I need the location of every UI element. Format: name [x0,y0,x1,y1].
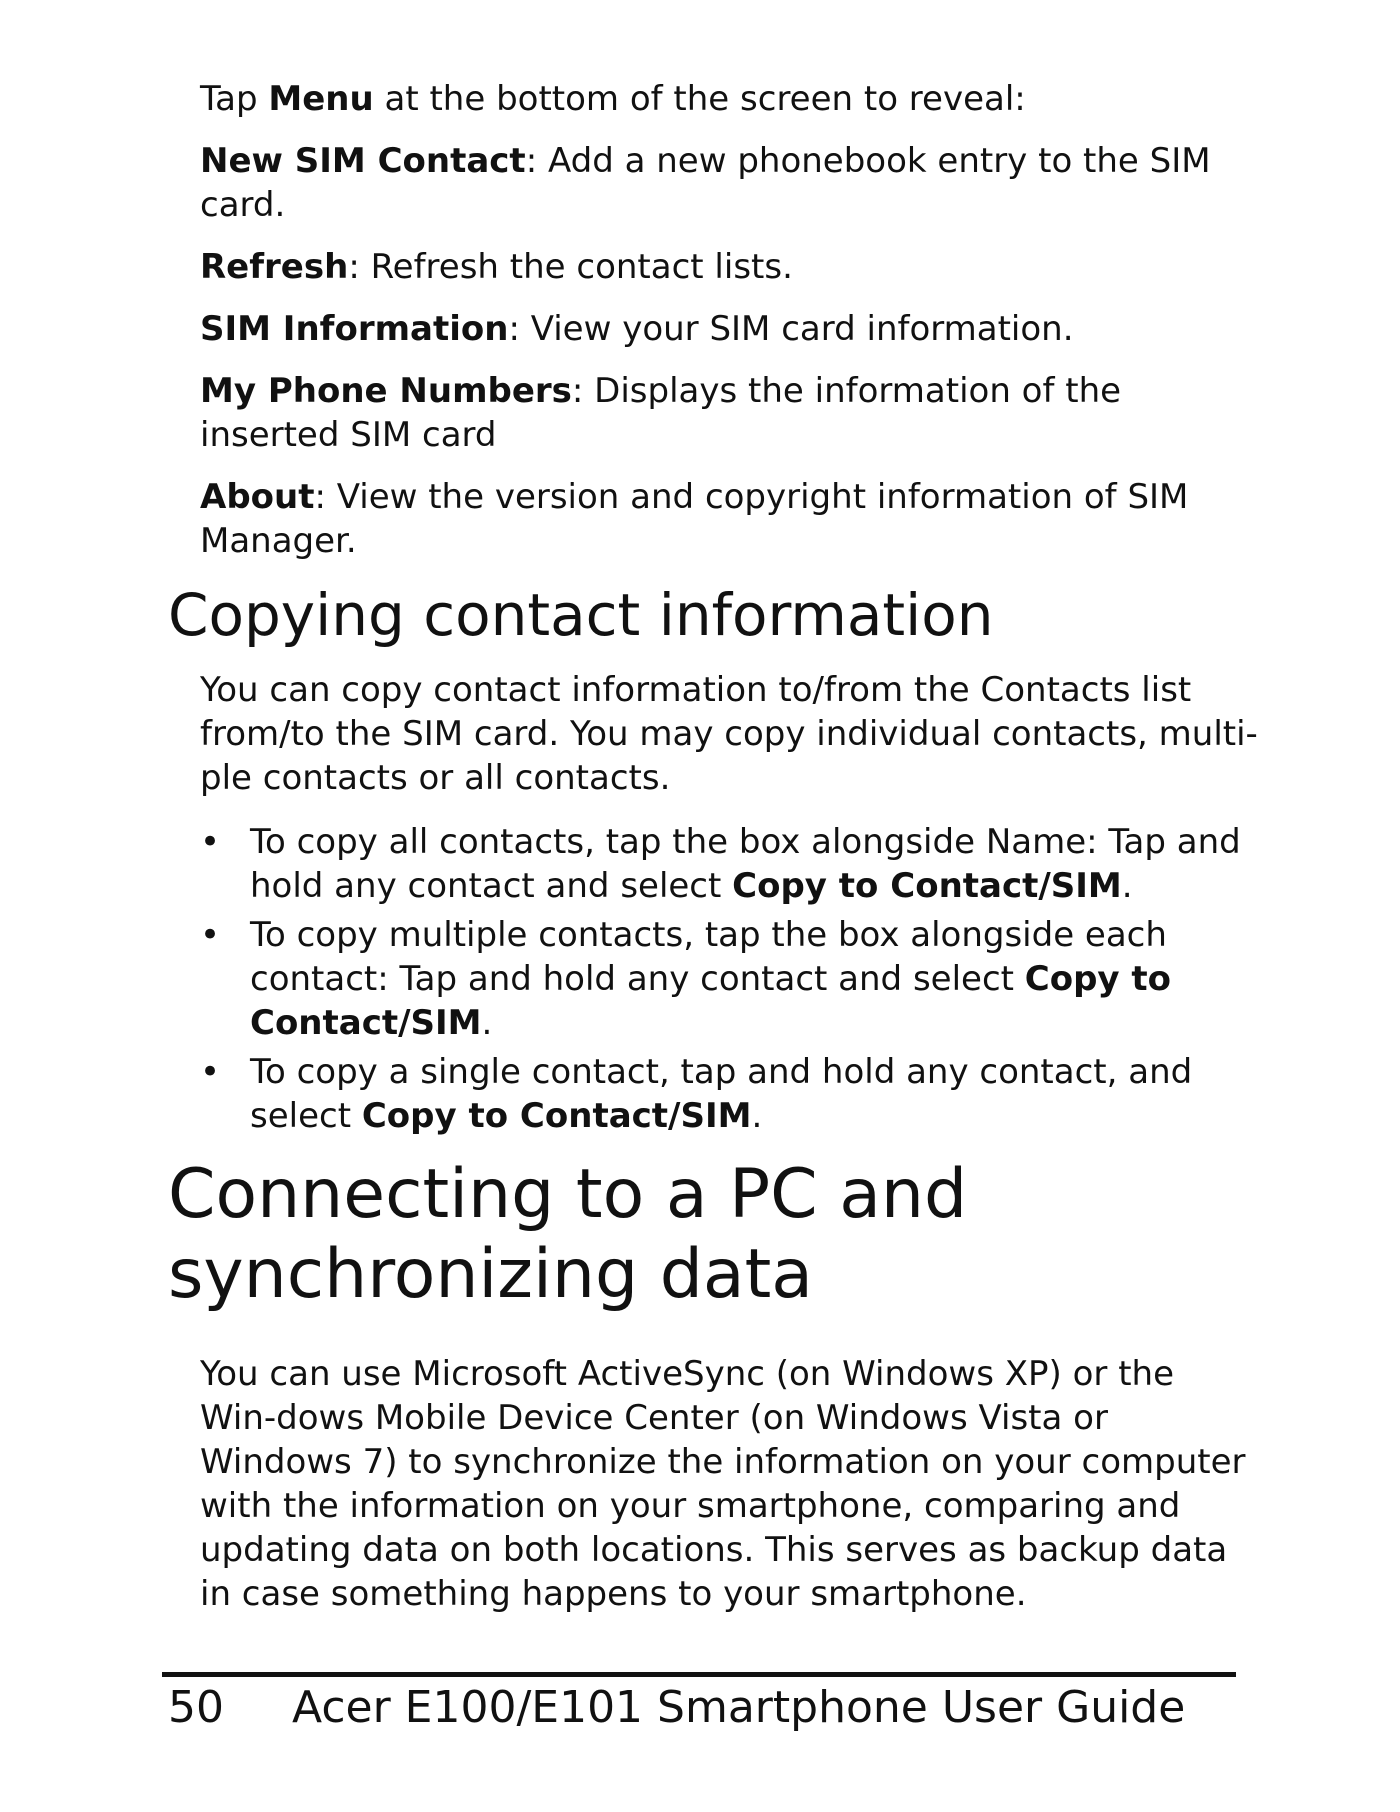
heading-line-1: Connecting to a PC and [168,1155,968,1234]
bullet-text: To copy a single contact, tap and hold any contact, and select [250,1052,1193,1136]
menu-intro-post: at the bottom of the screen to reveal: [373,79,1026,119]
menu-item-desc: : Refresh the contact lists. [348,247,793,287]
section-heading-connecting [168,1155,967,1315]
menu-item-refresh [200,245,1260,289]
menu-item-new-sim-contact [200,139,1260,227]
bullet-end: . [481,1003,493,1043]
page-number: 50 [168,1682,224,1733]
heading-line-2: synchronizing data [168,1235,813,1314]
bullet-bold: Copy to Contact/SIM [732,866,1122,906]
bullet-icon: • [200,1052,221,1092]
menu-item-my-phone-numbers [200,369,1260,457]
page-footer [168,1680,1186,1736]
menu-intro-bold: Menu [268,79,374,119]
sync-body: You can use Microsoft ActiveSync (on Windows XP) or the Win-dows Mobile Device Center (on Windows Vista or Windows 7) to synchronize the information on your computer with the information on your smartphone, comparing and updating data on both locations. This serves as backup data in case something happens to your smartphone. [200,1354,1246,1614]
menu-item-desc: : Add a new phonebook entry to the SIM card. [200,141,1211,225]
menu-item-desc: : View your SIM card information. [508,309,1074,349]
menu-item-term: Refresh [200,247,349,287]
bullet-text: To copy all contacts, tap the box alongside Name: Tap and hold any contact and select [250,822,1241,906]
menu-item-sim-information [200,307,1260,351]
bullet-end: . [1121,866,1133,906]
menu-intro-pre: Tap [200,79,269,119]
menu-intro [200,77,1260,121]
menu-item-term: New SIM Contact [200,141,526,181]
bullet-bold: Copy to Contact/SIM [361,1096,752,1136]
bullet-end: . [751,1096,763,1136]
menu-item-desc: : Displays the information of the inserted SIM card [200,371,1122,455]
bullet-bold: Copy to Contact/SIM [250,959,1172,1043]
section-heading-copying: Copying contact information [168,581,994,649]
menu-item-desc: : View the version and copyright information of SIM Manager. [200,477,1189,561]
bullet-icon: • [200,915,221,955]
menu-item-term: SIM Information [200,309,509,349]
copy-intro: You can copy contact information to/from the Contacts list from/to the SIM card. You may copy individual contacts, multi-ple contacts or all contacts. [200,670,1258,798]
menu-item-term: My Phone Numbers [200,371,572,411]
menu-item-about [200,475,1260,563]
footer-divider [162,1672,1236,1677]
footer-title: Acer E100/E101 Smartphone User Guide [292,1682,1186,1733]
bullet-icon: • [200,822,221,862]
bullet-text: To copy multiple contacts, tap the box alongside each contact: Tap and hold any contact and select [250,915,1167,999]
menu-item-term: About [200,477,315,517]
